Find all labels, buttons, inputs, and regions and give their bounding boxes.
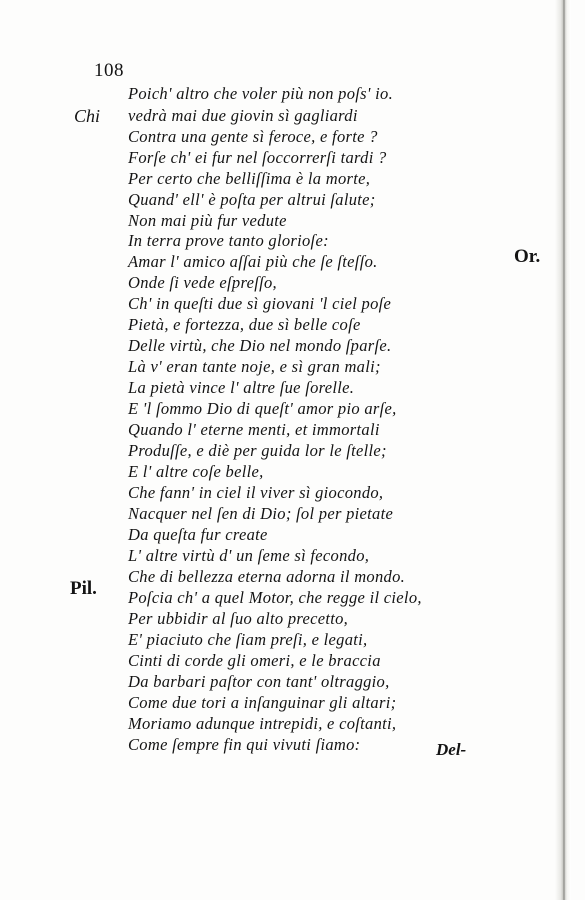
speaker-chi: Chi [74,106,101,126]
verse-line: Onde ſi vede eſpreſſo, [128,273,277,292]
speaker-pil: Pil. [70,578,97,599]
verse-line: Da queſta fur create [128,525,268,544]
verse-line: Per ubbidir al ſuo alto precetto, [128,609,349,628]
verse-line: Forſe ch' ei fur nel ſoccorrerſi tardi ? [128,148,387,167]
page-number: 108 [94,60,124,81]
verse-line: E' piaciuto che ſiam preſi, e legati, [128,630,368,649]
speaker-or: Or. [514,246,541,267]
verse-line: Amar l' amico aſſai più che ſe ſteſſo. [128,252,378,271]
verse-line: Delle virtù, che Dio nel mondo ſparſe. [128,336,392,355]
verse-line: E 'l ſommo Dio di queſt' amor pio arſe, [128,399,397,418]
verse-line: Quando l' eterne menti, et immortali [128,420,380,439]
verse-line: Poich' altro che voler più non poſs' io. [128,84,393,103]
verse-line: Che di bellezza eterna adorna il mondo. [128,567,406,586]
catchword: Del- [436,740,467,759]
verse-line: Produſſe, e diè per guida lor le ſtelle; [128,441,387,460]
verse-line: Poſcia ch' a quel Motor, che regge il cielo, [128,588,422,607]
verse-line: Come ſempre fin qui vivuti ſiamo: [128,735,361,754]
verse-line: Cinti di corde gli omeri, e le braccia [128,651,381,670]
verse-line: Non mai più fur vedute [128,211,287,230]
verse-line: Ch' in queſti due sì giovani 'l ciel poſe [128,294,392,313]
verse-line: E l' altre coſe belle, [128,462,264,481]
verse-line: Da barbari paſtor con tant' oltraggio, [128,672,390,691]
verse-line: Come due tori a inſanguinar gli altari; [128,693,397,712]
page-fold-line [563,0,565,900]
verse-line: In terra prove tanto glorioſe: [128,231,329,250]
verse-line: Là v' eran tante noje, e sì gran mali; [128,357,381,376]
verse-line: Che fann' in ciel il viver sì giocondo, [128,483,384,502]
verse-line: Moriamo adunque intrepidi, e coſtanti, [128,714,397,733]
verse-line: La pietà vince l' altre ſue ſorelle. [128,378,355,397]
verse-line: Pietà, e fortezza, due sì belle coſe [128,315,361,334]
verse-line: Contra una gente sì feroce, e forte ? [128,127,378,146]
verse-line: vedrà mai due giovin sì gagliardi [128,106,358,125]
verse-line: L' altre virtù d' un ſeme sì fecondo, [128,546,370,565]
verse-line: Nacquer nel ſen di Dio; ſol per pietate [128,504,394,523]
verse-line: Quand' ell' è poſta per altrui ſalute; [128,190,376,209]
verse-line: Per certo che belliſſima è la morte, [128,169,371,188]
